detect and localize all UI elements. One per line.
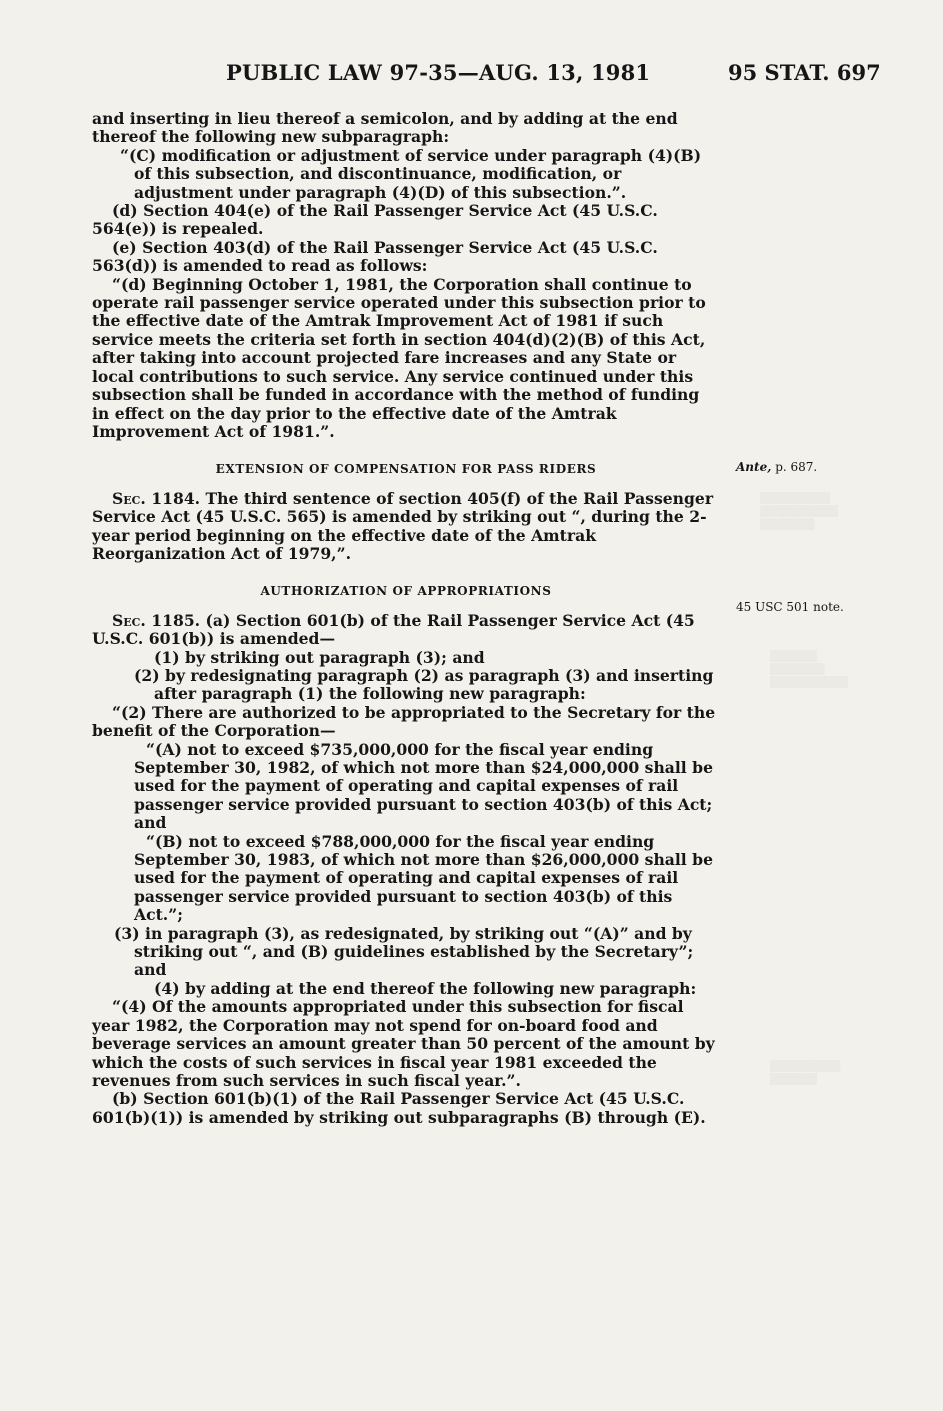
section-text: 1184. The third sentence of section 405(f) of the Rail Passenger Service Act (45 U.S.C. 565) is amended by striking out “, during the 2-year period beginning on the effective date of the Amtrak Reorganization Act of 1979,”. (92, 488, 714, 563)
margin-note-italic: Ante, (736, 460, 772, 474)
margin-note-usc: 45 USC 501 note. (736, 600, 844, 614)
bleed-through-note: ▒▒▒▒▒▒▒▒▒ ▒▒▒▒▒▒ (770, 1060, 841, 1085)
quoted-clause-text: “(B) not to exceed $788,000,000 for the fiscal year ending September 30, 1983, of which not more than $26,000,000 shall be used for the payment of operating and capital expenses of rail passenger service provided pursuant to section 403(b) of this Act.”; (134, 831, 713, 925)
quoted-subsection: “(d) Beginning October 1, 1981, the Corporation shall continue to operate rail passenger service operated under this subsection prior to the effective date of the Amtrak Improvement Act of 1981 if such service meets the criteria set forth in section 404(d)(2)(B) of this Act, after taking into account projected fare increases and any State or local contributions to such service. Any service continued under this subsection shall be funded in accordance with the method of funding in effect on the day prior to the effective date of the Amtrak Improvement Act of 1981.”. (92, 274, 706, 441)
list-item: (4) by adding at the end thereof the following new paragraph: (154, 978, 697, 998)
paragraph: and inserting in lieu thereof a semicolon, and by adding at the end thereof the following new subparagraph: (92, 109, 678, 147)
quoted-clause (92, 741, 720, 833)
section-heading: EXTENSION OF COMPENSATION FOR PASS RIDERS (215, 462, 597, 477)
margin-note-ante (736, 460, 817, 474)
quoted-subparagraph: “(C) modification or adjustment of service under paragraph (4)(B) of this subsection, and discontinuance, modification, or adjustment under paragraph (4)(D) of this subsection.”. (120, 145, 702, 202)
list-item: (3) in paragraph (3), as redesignated, by striking out “(A)” and by striking out “, and (B) guidelines established by the Secretary”; and (114, 923, 694, 980)
list-item: (2) by redesignating paragraph (2) as paragraph (3) and inserting after paragraph (1) the following new paragraph: (134, 665, 714, 704)
quoted-clause (92, 833, 720, 925)
paragraph: (d) Section 404(e) of the Rail Passenger Service Act (45 U.S.C. 564(e)) is repealed. (92, 201, 658, 239)
section-text: 1185. (a) Section 601(b) of the Rail Passenger Service Act (45 U.S.C. 601(b)) is amended— (92, 610, 695, 649)
page-header-stat: 95 STAT. 697 (728, 60, 881, 85)
section-heading: AUTHORIZATION OF APPROPRIATIONS (260, 584, 552, 599)
section-label: Sec. (112, 610, 146, 630)
paragraph: (b) Section 601(b)(1) of the Rail Passenger Service Act (45 U.S.C. 601(b)(1)) is amended by striking out subparagraphs (B) through (E). (92, 1089, 706, 1127)
quoted-paragraph: “(2) There are authorized to be appropriated to the Secretary for the benefit of the Corporation— (92, 702, 716, 741)
bleed-through-note: ▒▒▒▒▒▒▒▒▒ ▒▒▒▒▒▒▒▒▒▒ ▒▒▒▒▒▒▒ (760, 492, 838, 530)
quoted-paragraph: “(4) Of the amounts appropriated under this subsection for fiscal year 1982, the Corporation may not spend for on-board food and beverage services an amount greater than 50 percent of the amount by which the costs of such services in fiscal year 1981 exceeded the revenues from such services in such fiscal year.”. (92, 997, 715, 1090)
page-header-title: PUBLIC LAW 97-35—AUG. 13, 1981 (226, 60, 651, 85)
list-item: (1) by striking out paragraph (3); and (154, 647, 485, 667)
margin-note-text: p. 687. (771, 460, 818, 474)
quoted-clause-text: “(A) not to exceed $735,000,000 for the fiscal year ending September 30, 1982, of which not more than $24,000,000 shall be used for the payment of operating and capital expenses of rail passenger service provided pursuant to section 403(b) of this Act; and (134, 739, 713, 833)
section-1185 (92, 612, 720, 649)
section-1184 (92, 490, 720, 564)
bleed-through-note: ▒▒▒▒▒▒ ▒▒▒▒▒▒▒ ▒▒▒▒▒▒▒▒▒▒ (770, 650, 848, 688)
law-text (92, 110, 720, 1127)
paragraph: (e) Section 403(d) of the Rail Passenger Service Act (45 U.S.C. 563(d)) is amended to read as follows: (92, 237, 658, 276)
section-label: Sec. (112, 488, 146, 508)
